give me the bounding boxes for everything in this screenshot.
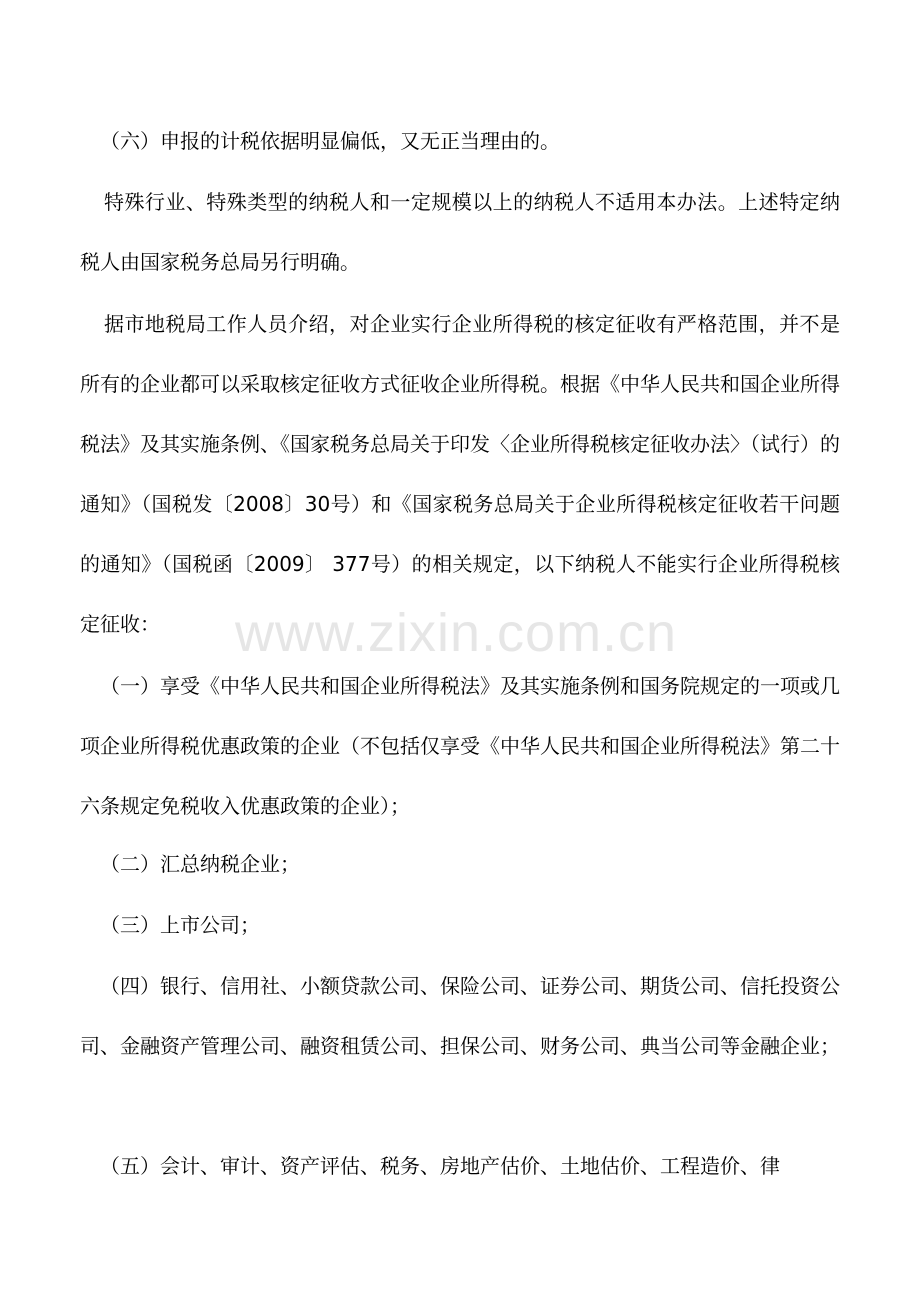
paragraph-tax-bureau-intro: 据市地税局工作人员介绍，对企业实行企业所得税的核定征收有严格范围，并不是所有的企业都可以采取核定征收方式征收企业所得税。根据《中华人民共和国企业所得税法》及其实施条例、《国家税务总局关于印发〈企业所得税核定征收办法〉（试行）的通知》（国税发〔2008〕30号）和《国家税务总局关于企业所得税核定征收若干问题的通知》（国税函〔2009〕 377号）的相关规定，以下纳税人不能实行企业所得税核定征收： <box>80 312 840 636</box>
paragraph-exclusion-3: （三）上市公司； <box>100 913 260 937</box>
paragraph-exclusion-5: （五）会计、审计、资产评估、税务、房地产估价、土地估价、工程造价、律 <box>100 1154 780 1178</box>
watermark: www.zixin.com.cn <box>235 603 678 663</box>
paragraph-exempt-taxpayers: 特殊行业、特殊类型的纳税人和一定规模以上的纳税人不适用本办法。上述特定纳税人由国家税务总局另行明确。 <box>80 190 840 274</box>
paragraph-exclusion-4: （四）银行、信用社、小额贷款公司、保险公司、证券公司、期货公司、信托投资公司、金融资产管理公司、融资租赁公司、担保公司、财务公司、典当公司等金融企业； <box>80 974 840 1058</box>
paragraph-exclusion-2: （二）汇总纳税企业； <box>100 852 300 876</box>
paragraph-exclusion-1: （一）享受《中华人民共和国企业所得税法》及其实施条例和国务院规定的一项或几项企业所得税优惠政策的企业（不包括仅享受《中华人民共和国企业所得税法》第二十六条规定免税收入优惠政策的企业）； <box>80 674 840 818</box>
paragraph-item-6: （六）申报的计税依据明显偏低，又无正当理由的。 <box>100 129 560 153</box>
